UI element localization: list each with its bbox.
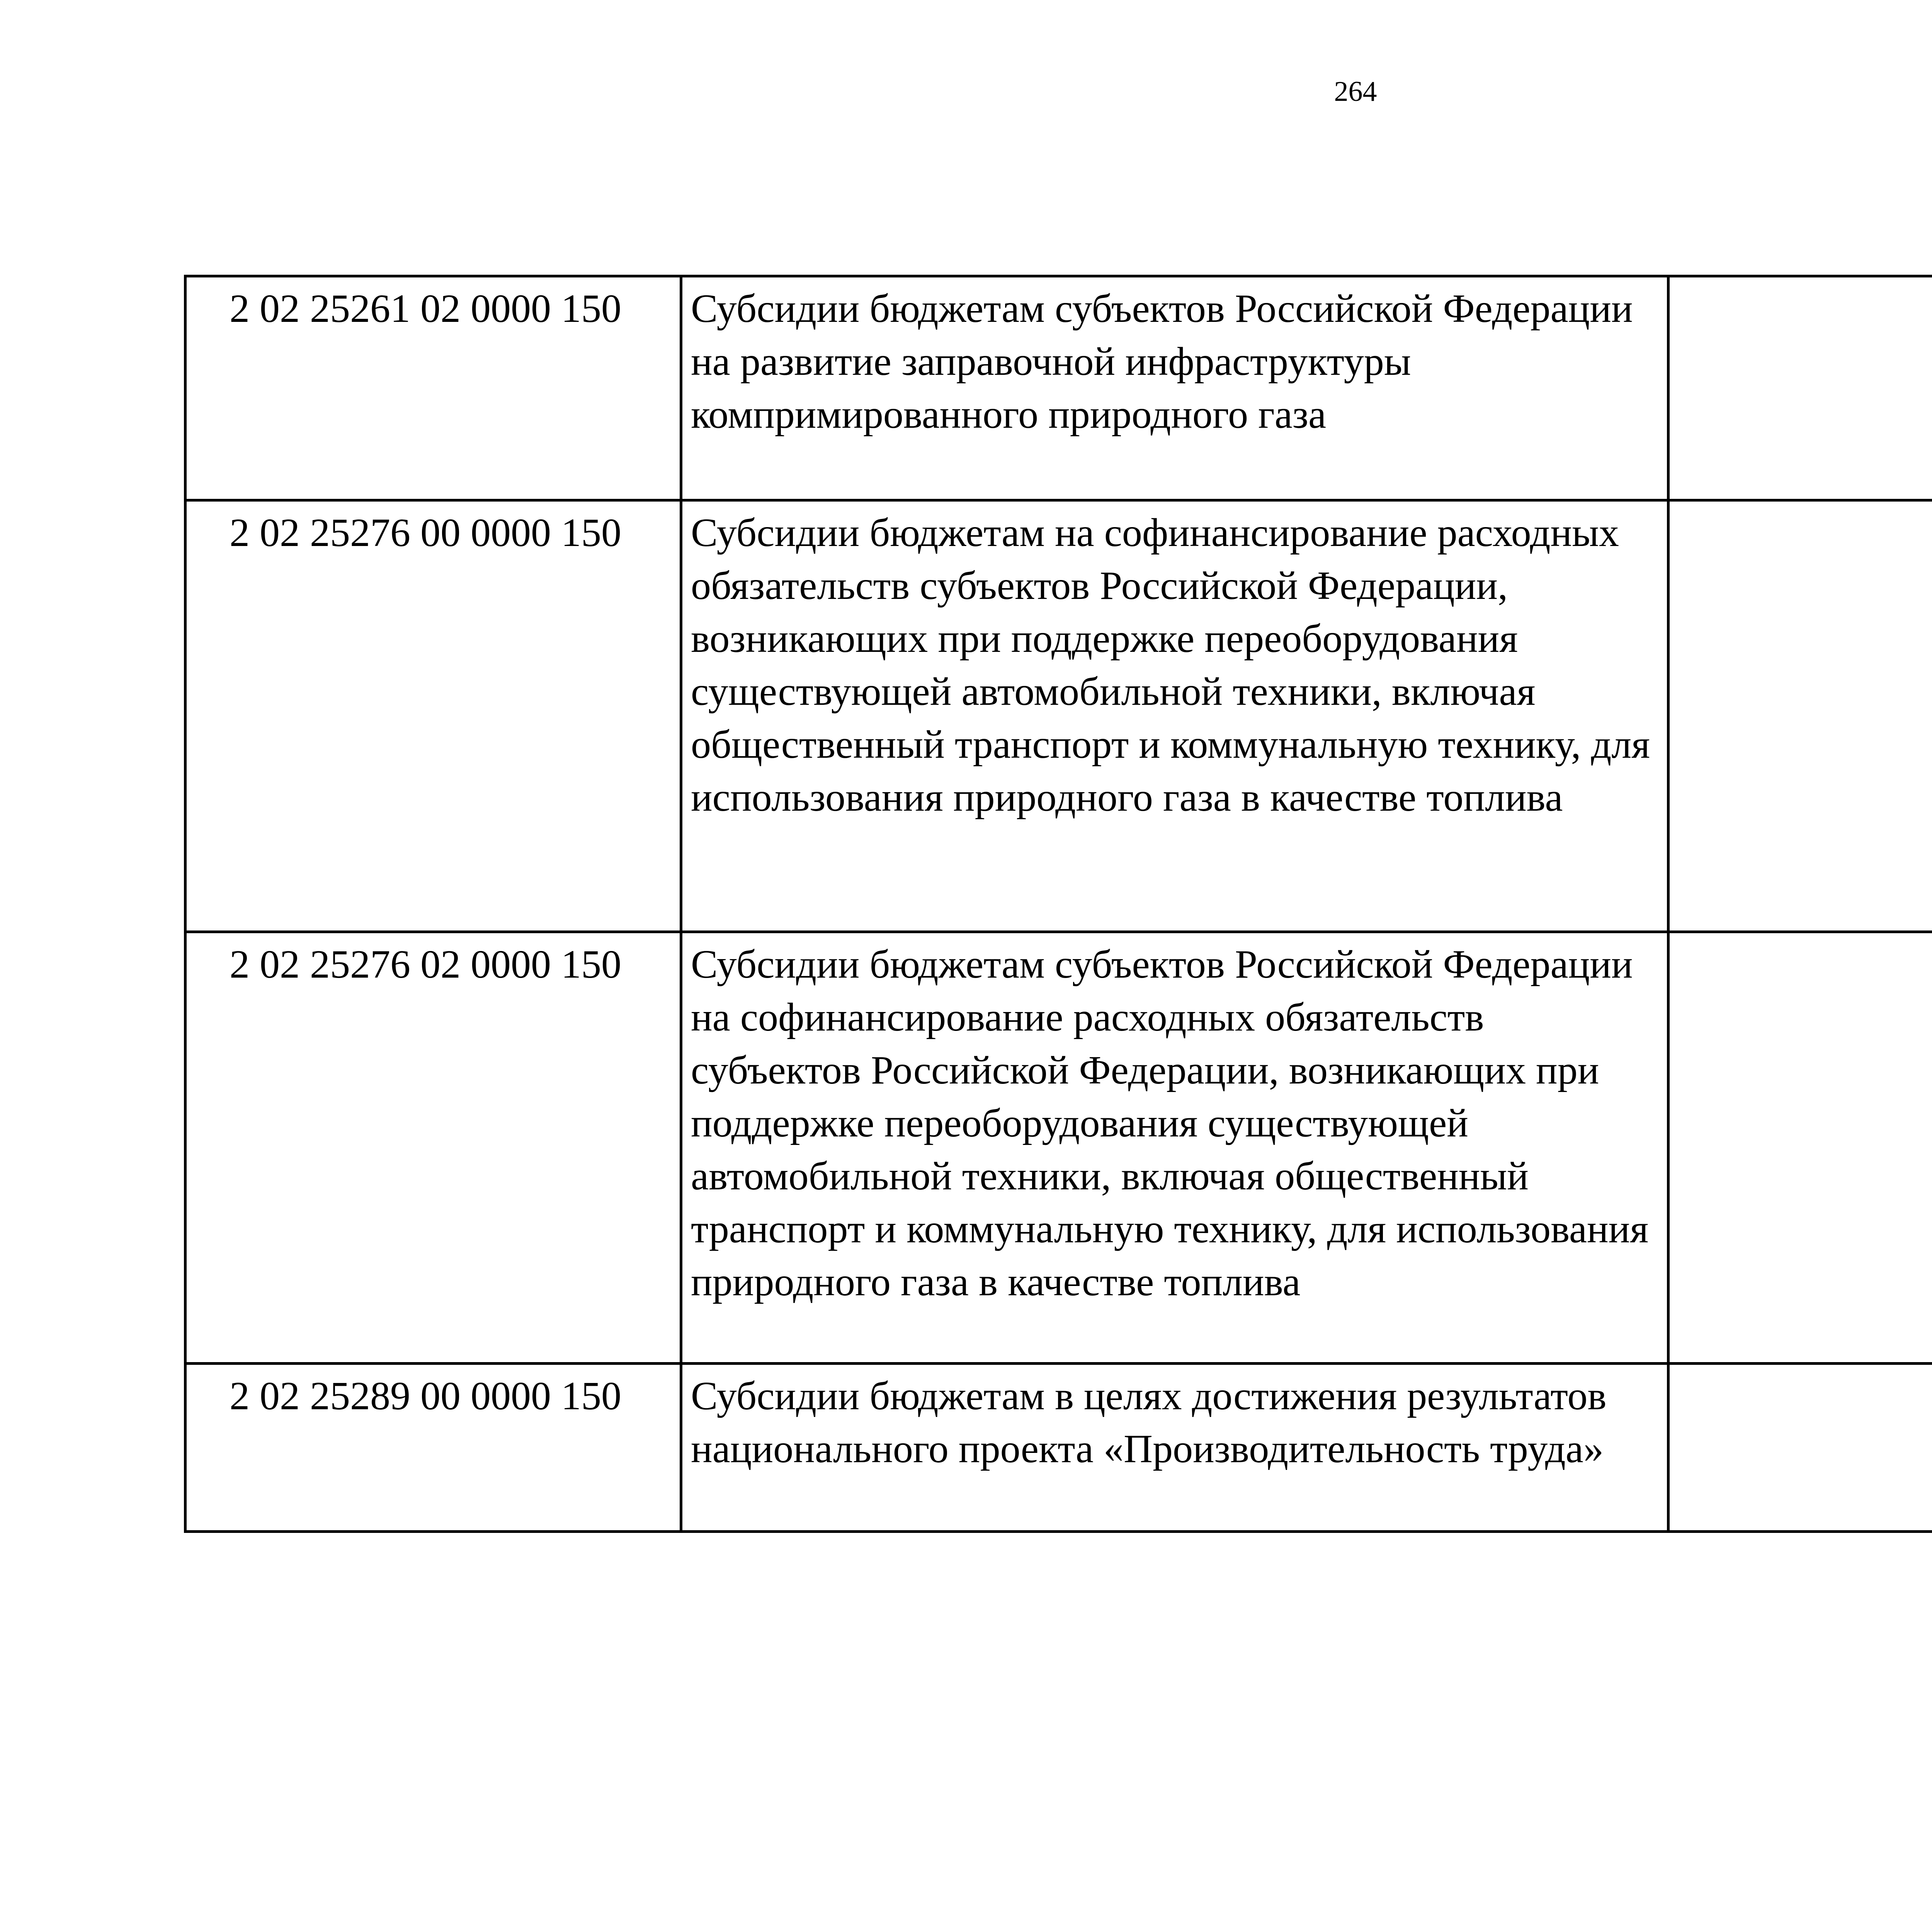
amount-cell-3: [1668, 1364, 1932, 1532]
budget-code-cell: 2 02 25276 00 0000 150: [185, 500, 681, 932]
description-cell: Субсидии бюджетам субъектов Российской Федерации на софинансирование расходных обязательств субъектов Российской Федерации, возникающих при поддержке переоборудования существующей автомобильной техники, включая общественный транспорт и коммунальную технику, для использования природного газа в качестве топлива: [681, 932, 1668, 1364]
budget-table: [184, 275, 1932, 1533]
description-cell: Субсидии бюджетам субъектов Российской Федерации на развитие заправочной инфраструктуры компримированного природного газа: [681, 276, 1668, 500]
amount-cell-3: [1668, 932, 1932, 1364]
amount-cell-3: [1668, 276, 1932, 500]
budget-code-cell: 2 02 25261 02 0000 150: [185, 276, 681, 500]
table-row: [185, 932, 1932, 1364]
table-row: [185, 500, 1932, 932]
description-cell: Субсидии бюджетам в целях достижения результатов национального проекта «Производительность труда»: [681, 1364, 1668, 1532]
amount-cell-3: [1668, 500, 1932, 932]
description-cell: Субсидии бюджетам на софинансирование расходных обязательств субъектов Российской Федерации, возникающих при поддержке переоборудования существующей автомобильной техники, включая общественный транспорт и коммунальную технику, для использования природного газа в качестве топлива: [681, 500, 1668, 932]
table-row: [185, 1364, 1932, 1532]
budget-code-cell: 2 02 25289 00 0000 150: [185, 1364, 681, 1532]
budget-code-cell: 2 02 25276 02 0000 150: [185, 932, 681, 1364]
page-number: 264: [1334, 76, 1377, 107]
table-row: [185, 276, 1932, 500]
